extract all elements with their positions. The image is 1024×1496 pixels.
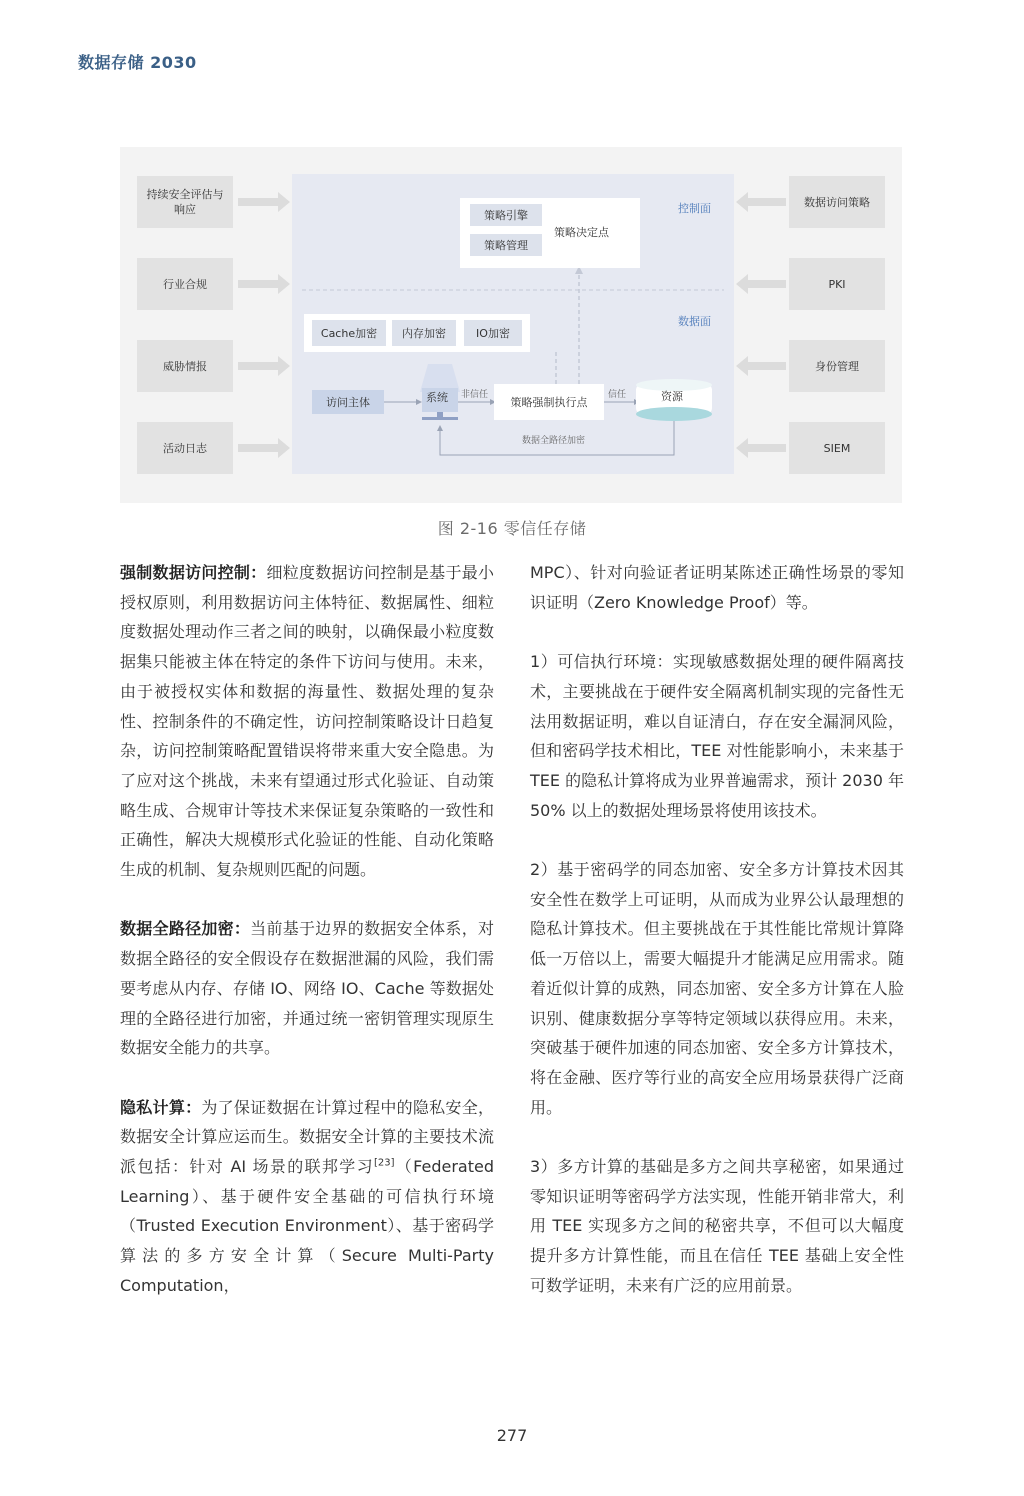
arrow-left-1 bbox=[238, 192, 290, 212]
policy-decision-group bbox=[460, 198, 640, 268]
paragraph-secret-sharing: 3）多方计算的基础是多方之间共享秘密，如果通过零知识证明等密码学方法实现，性能开销非常大，利用 TEE 实现多方之间的秘密共享，不但可以大幅度提升多方计算性能，而且在信任 TEE 基础上安全性可数学证明，未来有广泛的应用前景。 bbox=[530, 1157, 904, 1295]
control-plane-label: 控制面 bbox=[678, 202, 711, 215]
paragraph-full-path-encryption bbox=[120, 914, 494, 1063]
paragraph-mpc-continued: MPC）、针对向验证者证明某陈述正确性场景的零知识证明（Zero Knowledge Proof）等。 bbox=[530, 563, 904, 612]
data-plane-label: 数据面 bbox=[678, 315, 711, 328]
policy-management: 策略管理 bbox=[470, 234, 542, 256]
right-box-pki: PKI bbox=[789, 258, 885, 310]
lead-privacy-computing: 隐私计算： bbox=[120, 1097, 202, 1117]
untrusted-label: 非信任 bbox=[461, 390, 489, 400]
lead-full-path-encryption: 数据全路径加密： bbox=[120, 919, 251, 939]
right-box-data-access-policy: 数据访问策略 bbox=[789, 176, 885, 228]
left-column bbox=[120, 558, 494, 1301]
arrow-right-4 bbox=[736, 438, 786, 458]
arrow-right-3 bbox=[736, 356, 786, 376]
paragraph-privacy-computing bbox=[120, 1093, 494, 1301]
arrow-right-2 bbox=[736, 274, 786, 294]
figure-caption: 图 2-16 零信任存储 bbox=[437, 519, 587, 538]
policy-decision-point: 策略决定点 bbox=[554, 226, 609, 239]
left-box-continuous-assessment: 持续安全评估与响应 bbox=[137, 176, 233, 228]
arrow-left-4 bbox=[238, 438, 290, 458]
running-header: 数据存储 2030 bbox=[78, 53, 197, 72]
resource-label: 资源 bbox=[661, 390, 683, 403]
paragraph-homomorphic-encryption: 2）基于密码学的同态加密、安全多方计算技术因其安全性在数学上可证明，从而成为业界公认最理想的隐私计算技术。但主要挑战在于其性能比常规计算降低一万倍以上，需要大幅提升才能满足应用需求。随着近似计算的成熟，同态加密、安全多方计算在人脸识别、健康数据分享等特定领域以获得应用。未来，突破基于硬件加速的同态加密、安全多方计算技术，将在金融、医疗等行业的高安全应用场景获得广泛商用。 bbox=[530, 860, 904, 1117]
body-full-path-encryption: 当前基于边界的数据安全体系，对数据全路径的安全假设存在数据泄漏的风险，我们需要考虑从内存、存储 IO、网络 IO、Cache 等数据处理的全路径进行加密，并通过统一密钥管理实现原生数据安全能力的共享。 bbox=[120, 919, 494, 1058]
body-privacy-computing-b: （Federated Learning）、基于硬件安全基础的可信执行环境（Trusted Execution Environment）、基于密码学算法的多方安全计算（Secure Multi-Party Computation， bbox=[120, 1157, 494, 1295]
left-box-industry-compliance: 行业合规 bbox=[137, 258, 233, 310]
policy-engine: 策略引擎 bbox=[470, 204, 542, 226]
left-box-activity-log: 活动日志 bbox=[137, 422, 233, 474]
center-panel bbox=[292, 174, 734, 474]
right-box-siem: SIEM bbox=[789, 422, 885, 474]
memory-encryption: 内存加密 bbox=[392, 320, 456, 346]
zero-trust-storage-diagram bbox=[120, 147, 902, 503]
body-access-control: 细粒度数据访问控制是基于最小授权原则，利用数据访问主体特征、数据属性、细粒度数据处理动作三者之间的映射，以确保最小粒度数据集只能被主体在特定的条件下访问与使用。未来，由于被授权实体和数据的海量性、数据处理的复杂性、控制条件的不确定性，访问控制策略设计日趋复杂，访问控制策略配置错误将带来重大安全隐患。为了应对这个挑战，未来有望通过形式化验证、自动策略生成、合规审计等技术来保证复杂策略的一致性和正确性，解决大规模形式化验证的性能、自动化策略生成的机制、复杂规则匹配的问题。 bbox=[120, 563, 494, 880]
left-box-threat-intelligence: 威胁情报 bbox=[137, 340, 233, 392]
body-privacy-computing-a: 为了保证数据在计算过程中的隐私安全，数据安全计算应运而生。数据安全计算的主要技术流派包括：针对 AI 场景的联邦学习 bbox=[120, 1097, 494, 1177]
io-encryption: IO加密 bbox=[464, 320, 522, 346]
paragraph-access-control bbox=[120, 558, 494, 885]
citation-23: [23] bbox=[373, 1157, 395, 1169]
policy-enforcement-point: 策略强制执行点 bbox=[494, 384, 604, 420]
cache-encryption: Cache加密 bbox=[312, 320, 386, 346]
arrow-left-3 bbox=[238, 356, 290, 376]
full-path-encryption-label: 数据全路径加密 bbox=[522, 436, 586, 446]
paragraph-tee: 1）可信执行环境：实现敏感数据处理的硬件隔离技术，主要挑战在于硬件安全隔离机制实现的完备性无法用数据证明，难以自证清白，存在安全漏洞风险，但和密码学技术相比，TEE 对性能影响小，未来基于 TEE 的隐私计算将成为业界普遍需求，预计 2030 年 50% 以上的数据处理场景将使用该技术。 bbox=[530, 652, 904, 820]
access-subject: 访问主体 bbox=[312, 390, 384, 414]
arrow-right-1 bbox=[736, 192, 786, 212]
lead-access-control: 强制数据访问控制： bbox=[120, 563, 267, 582]
right-column bbox=[530, 558, 904, 1301]
arrow-left-2 bbox=[238, 274, 290, 294]
encryption-group bbox=[304, 314, 530, 352]
trusted-label: 信任 bbox=[608, 390, 627, 400]
right-box-identity-management: 身份管理 bbox=[789, 340, 885, 392]
page-number: 277 bbox=[496, 1426, 528, 1445]
system-label: 系统 bbox=[426, 391, 448, 404]
